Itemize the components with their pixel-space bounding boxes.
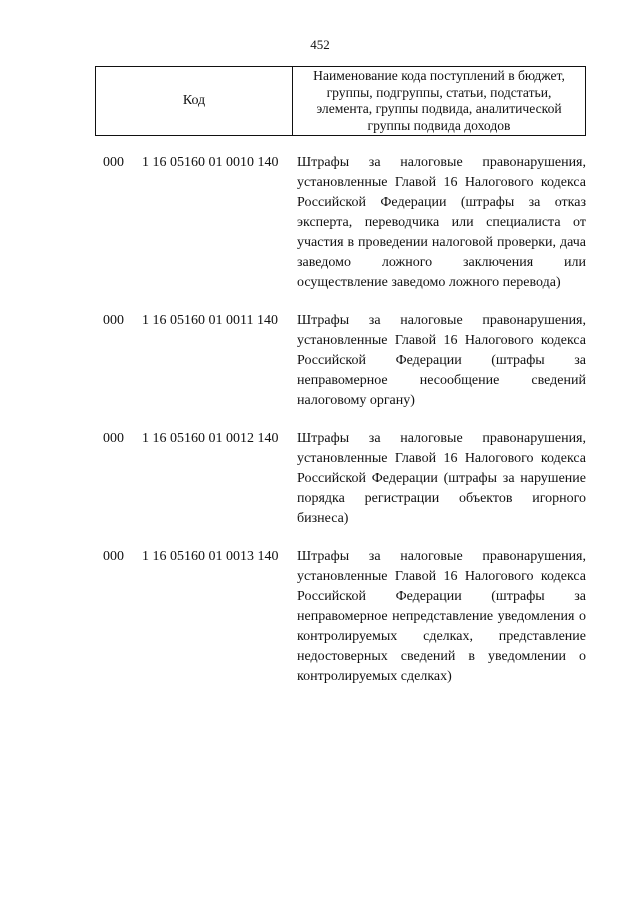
revenue-description: Штрафы за налоговые правонарушения, установленные Главой 16 Налогового кодекса Российской Федерации (штрафы за нарушение порядка регистрации объектов игорного бизнеса) [297, 431, 586, 526]
table-row [0, 311, 640, 411]
table-row [0, 547, 640, 687]
admin-code: 000 [103, 155, 124, 170]
header-name-cell: Наименование кода поступлений в бюджет, группы, подгруппы, статьи, подстатьи, элемента, группы подвида, аналитической группы подвида доходов [313, 68, 565, 133]
revenue-code: 1 16 05160 01 0012 140 [142, 431, 279, 446]
page-number: 452 [310, 37, 330, 52]
admin-code: 000 [103, 431, 124, 446]
admin-code: 000 [103, 313, 124, 328]
table-row [0, 429, 640, 529]
table-row [0, 153, 640, 293]
table-header [95, 66, 586, 136]
revenue-description: Штрафы за налоговые правонарушения, установленные Главой 16 Налогового кодекса Российской Федерации (штрафы за неправомерное непредставление уведомления о контролируемых сделках, представление недостоверных сведений в уведомлении о контролируемых сделках) [297, 549, 586, 684]
revenue-description: Штрафы за налоговые правонарушения, установленные Главой 16 Налогового кодекса Российской Федерации (штрафы за неправомерное несообщение сведений налоговому органу) [297, 313, 586, 408]
header-code-cell: Код [96, 67, 293, 135]
revenue-code: 1 16 05160 01 0010 140 [142, 155, 279, 170]
table-body [0, 153, 640, 705]
revenue-description: Штрафы за налоговые правонарушения, установленные Главой 16 Налогового кодекса Российской Федерации (штрафы за отказ эксперта, переводчика или специалиста от участия в проведении налоговой проверки, дача заведомо ложного заключения или осуществление заведомо ложного перевода) [297, 155, 586, 290]
revenue-code: 1 16 05160 01 0011 140 [142, 313, 278, 328]
admin-code: 000 [103, 549, 124, 564]
revenue-code: 1 16 05160 01 0013 140 [142, 549, 279, 564]
